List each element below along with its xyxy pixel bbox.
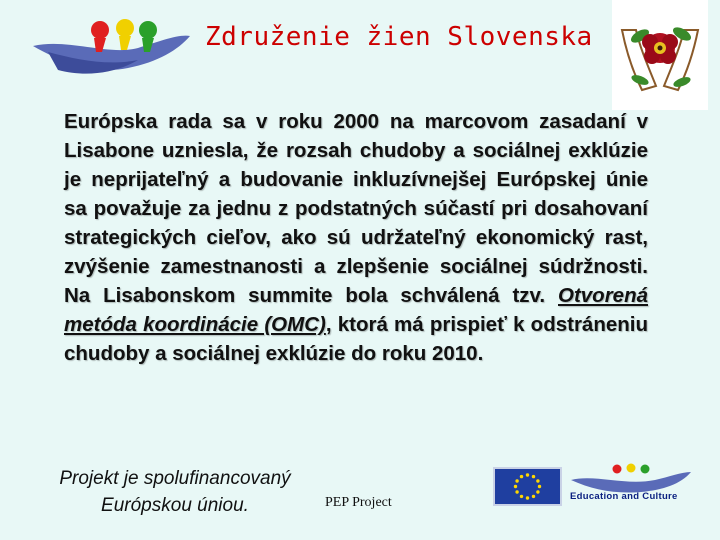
flower-hands-logo-icon <box>612 0 708 110</box>
main-paragraph <box>64 107 648 368</box>
eu-flag-icon <box>493 467 562 506</box>
paragraph-text-end: , ktorá má prispieť k odstráneniu chudoby a sociálnej exklúzie do roku 2010. <box>64 313 648 365</box>
funding-line-2: Európskou úniou. <box>101 495 249 516</box>
ec-caption: Education and Culture <box>570 491 678 502</box>
project-label: PEP Project <box>325 495 392 510</box>
funding-line-1: Projekt je spolufinancovaný <box>59 468 291 489</box>
omc-emphasis: Otvorená metóda koordinácie (OMC) <box>64 284 648 336</box>
paragraph-text: Európska rada sa v roku 2000 na marcovom zasadaní v Lisabone uzniesla, že rozsah chudoby a sociálnej exklúzie je neprijateľný a budovanie inkluzívnejšej Európskej únie sa považuje za jednu z podstatných súčastí pri dosahovaní strategických cieľov, ako sú udržateľný ekonomický rast, zvýšenie zamestnanosti a zlepšenie sociálnej súdržnosti. Na Lisabonskom summite bola schválená tzv. <box>64 110 648 307</box>
funding-note <box>30 465 320 519</box>
page-title: Združenie žien Slovenska <box>205 22 593 52</box>
ribbon-figures-logo-icon <box>28 8 193 88</box>
